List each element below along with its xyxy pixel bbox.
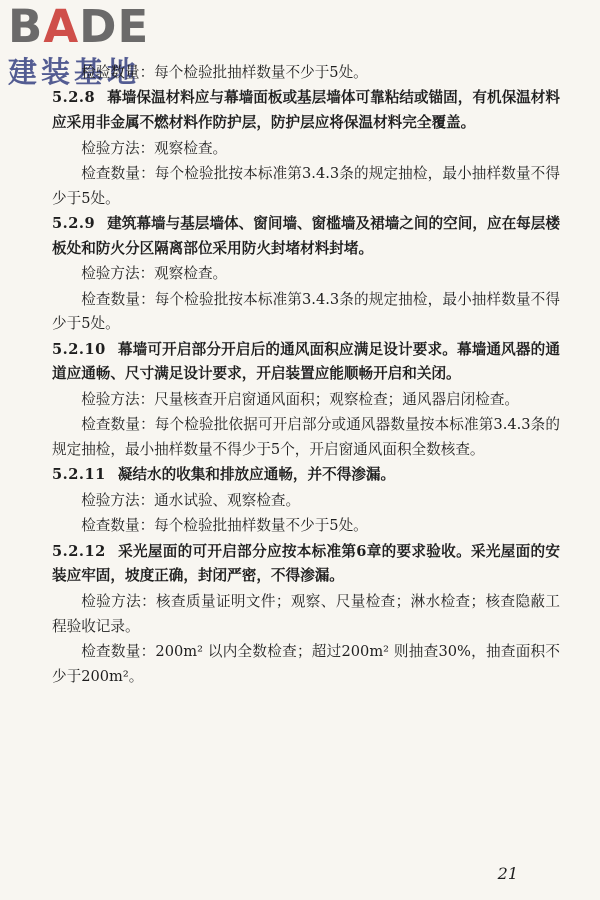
clause-number: 5.2.12 [52, 542, 106, 560]
check-quantity-paragraph: 检查数量：每个检验批抽样数量不少于5处。 [81, 517, 368, 535]
clause-5-2-12 [52, 540, 560, 589]
check-quantity-paragraph: 检查数量：每个检验批按本标准第3.4.3条的规定抽检，最小抽样数量不得少于5处。 [52, 290, 560, 333]
clause-number: 5.2.8 [52, 89, 96, 107]
page-number: 21 [497, 864, 518, 883]
check-quantity-paragraph: 检查数量：200m² 以内全数检查；超过200m² 则抽查30%，抽查面积不少于200m²。 [52, 643, 560, 685]
clause-number: 5.2.10 [52, 340, 106, 358]
clause-number: 5.2.11 [52, 466, 106, 484]
clause-5-2-11 [52, 463, 560, 488]
check-quantity-paragraph: 检查数量：每个检验批按本标准第3.4.3条的规定抽检，最小抽样数量不得少于5处。 [52, 165, 560, 207]
clause-text: 凝结水的收集和排放应通畅，并不得渗漏。 [117, 466, 396, 484]
check-quantity-paragraph: 检查数量：每个检验批依据可开启部分或通风器数量按本标准第3.4.3条的规定抽检，最小抽样数量不得少于5个，开启窗通风面积全数核查。 [52, 416, 560, 458]
body-text [52, 61, 560, 689]
check-method-paragraph: 检验方法：通水试验、观察检查。 [81, 491, 301, 509]
watermark-logo-text: BADE [8, 0, 150, 53]
clause-text: 采光屋面的可开启部分应按本标准第6章的要求验收。采光屋面的安装应牢固，坡度正确，封闭严密，不得渗漏。 [52, 542, 560, 585]
check-method-paragraph: 检验方法：观察检查。 [81, 265, 228, 283]
clause-5-2-10 [52, 338, 560, 387]
clause-5-2-9 [52, 212, 560, 261]
watermark-subtitle: 建装基地 [8, 55, 141, 89]
clause-text: 幕墙保温材料应与幕墙面板或基层墙体可靠粘结或锚固，有机保温材料应采用非金属不燃材料作防护层，防护层应将保温材料完全覆盖。 [52, 89, 560, 132]
clause-text: 幕墙可开启部分开启后的通风面积应满足设计要求。幕墙通风器的通道应通畅、尺寸满足设计要求，开启装置应能顺畅开启和关闭。 [52, 340, 560, 383]
clause-number: 5.2.9 [52, 215, 96, 233]
clause-text: 建筑幕墙与基层墙体、窗间墙、窗槛墙及裙墙之间的空间，应在每层楼板处和防火分区隔离部位采用防火封堵材料封堵。 [52, 215, 560, 257]
check-paragraph: 检验数量：每个检验批抽样数量不少于5处。 [81, 64, 368, 81]
clause-5-2-8 [52, 86, 560, 135]
check-method-paragraph: 检验方法：核查质量证明文件；观察、尺量检查；淋水检查；核查隐蔽工程验收记录。 [52, 592, 560, 635]
check-method-paragraph: 检验方法：观察检查。 [81, 139, 228, 157]
check-method-paragraph: 检验方法：尺量核查开启窗通风面积；观察检查；通风器启闭检查。 [81, 390, 520, 408]
